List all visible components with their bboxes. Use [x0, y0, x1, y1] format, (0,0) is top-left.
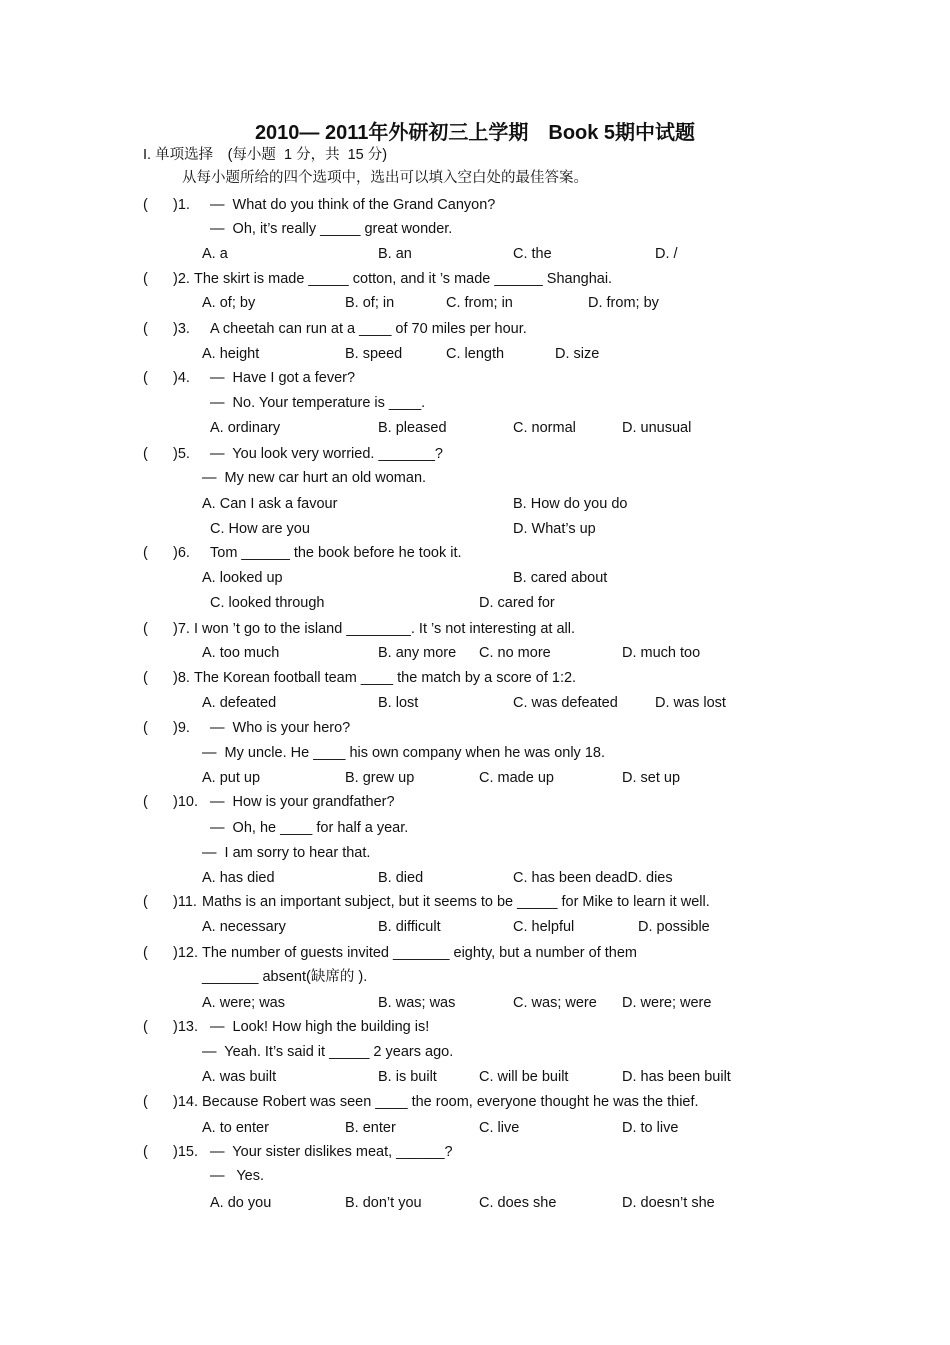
- question-stem: — Oh, he ____ for half a year.: [210, 820, 409, 836]
- option-d: D. to live: [622, 1120, 679, 1136]
- answer-bracket: (: [143, 894, 148, 910]
- option-a: A. were; was: [202, 995, 285, 1011]
- option-c: C. was defeated: [513, 695, 618, 711]
- option-d: D. has been built: [622, 1069, 731, 1085]
- option-d: D. cared for: [479, 595, 555, 611]
- option-d: D. possible: [638, 919, 710, 935]
- option-a: A. Can I ask a favour: [202, 496, 338, 512]
- question-number: )12.: [173, 945, 198, 961]
- option-a: A. defeated: [202, 695, 277, 711]
- option-a: A. put up: [202, 770, 261, 786]
- question-stem: I won ’t go to the island ________. It ’s not interesting at all.: [194, 621, 576, 637]
- option-a: A. to enter: [202, 1120, 269, 1136]
- option-c: C. has been deadD. dies: [513, 870, 673, 886]
- option-a: A. too much: [202, 645, 280, 661]
- answer-bracket: (: [143, 670, 148, 686]
- option-a: A. looked up: [202, 570, 283, 586]
- answer-bracket: (: [143, 321, 148, 337]
- answer-bracket: (: [143, 197, 148, 213]
- option-b: B. How do you do: [513, 496, 628, 512]
- question-stem: A cheetah can run at a ____ of 70 miles per hour.: [210, 321, 527, 337]
- option-b: B. of; in: [345, 295, 395, 311]
- answer-bracket: (: [143, 1094, 148, 1110]
- option-b: B. was; was: [378, 995, 456, 1011]
- question-stem: — Look! How high the building is!: [210, 1019, 430, 1035]
- question-stem: — Yes.: [210, 1168, 265, 1184]
- question-stem: Tom ______ the book before he took it.: [210, 545, 462, 561]
- option-c: C. helpful: [513, 919, 575, 935]
- option-c: C. length: [446, 346, 505, 362]
- option-c: C. made up: [479, 770, 554, 786]
- answer-bracket: (: [143, 945, 148, 961]
- question-number: )3.: [173, 321, 190, 337]
- section-instruction: 从每小题所给的四个选项中，选出可以填入空白处的最佳答案。: [182, 170, 588, 186]
- question-stem: — You look very worried. _______?: [210, 446, 443, 462]
- question-stem: _______ absent(缺席的 ).: [202, 969, 368, 985]
- question-stem: — My uncle. He ____ his own company when he was only 18.: [202, 745, 605, 761]
- option-c: C. was; were: [513, 995, 597, 1011]
- question-stem: — Oh, it’s really _____ great wonder.: [210, 221, 453, 237]
- option-d: D. was lost: [655, 695, 726, 711]
- question-number: )8.: [173, 670, 190, 686]
- question-stem: — No. Your temperature is ____.: [210, 395, 426, 411]
- option-a: A. necessary: [202, 919, 286, 935]
- question-stem: The Korean football team ____ the match by a score of 1:2.: [194, 670, 577, 686]
- option-b: B. cared about: [513, 570, 608, 586]
- question-number: )14.: [173, 1094, 198, 1110]
- question-stem: The skirt is made _____ cotton, and it ’s made ______ Shanghai.: [194, 271, 613, 287]
- question-number: )10.: [173, 794, 198, 810]
- answer-bracket: (: [143, 1144, 148, 1160]
- option-d: D. doesn’t she: [622, 1195, 715, 1211]
- question-stem: — I am sorry to hear that.: [202, 845, 371, 861]
- option-c: C. does she: [479, 1195, 557, 1211]
- option-b: B. an: [378, 246, 412, 262]
- option-d: D. set up: [622, 770, 681, 786]
- option-c: C. the: [513, 246, 552, 262]
- page-title: 2010— 2011年外研初三上学期 Book 5期中试题: [254, 122, 696, 144]
- option-a: A. height: [202, 346, 260, 362]
- option-a: A. was built: [202, 1069, 277, 1085]
- option-a: A. of; by: [202, 295, 256, 311]
- question-stem: — How is your grandfather?: [210, 794, 395, 810]
- option-b: B. enter: [345, 1120, 396, 1136]
- option-d: D. What’s up: [513, 521, 596, 537]
- question-stem: Maths is an important subject, but it seems to be _____ for Mike to learn it well.: [202, 894, 710, 910]
- option-c: C. from; in: [446, 295, 513, 311]
- option-d: D. were; were: [622, 995, 712, 1011]
- option-b: B. is built: [378, 1069, 437, 1085]
- question-stem: The number of guests invited _______ eighty, but a number of them: [202, 945, 637, 961]
- answer-bracket: (: [143, 1019, 148, 1035]
- section-heading: I. 单项选择 (每小题 1 分，共 15 分): [143, 147, 388, 163]
- question-number: )11.: [173, 894, 197, 910]
- answer-bracket: (: [143, 446, 148, 462]
- question-number: )15.: [173, 1144, 198, 1160]
- option-c: C. looked through: [210, 595, 325, 611]
- option-b: B. died: [378, 870, 424, 886]
- question-number: )9.: [173, 720, 190, 736]
- option-d: D. unusual: [622, 420, 692, 436]
- question-stem: — Yeah. It’s said it _____ 2 years ago.: [202, 1044, 454, 1060]
- question-stem: — What do you think of the Grand Canyon?: [210, 197, 496, 213]
- answer-bracket: (: [143, 370, 148, 386]
- answer-bracket: (: [143, 794, 148, 810]
- option-a: A. has died: [202, 870, 275, 886]
- question-stem: — My new car hurt an old woman.: [202, 470, 427, 486]
- answer-bracket: (: [143, 720, 148, 736]
- answer-bracket: (: [143, 545, 148, 561]
- option-a: A. a: [202, 246, 228, 262]
- option-b: B. don’t you: [345, 1195, 422, 1211]
- question-number: )5.: [173, 446, 190, 462]
- question-stem: — Have I got a fever?: [210, 370, 356, 386]
- option-d: D. much too: [622, 645, 701, 661]
- option-c: C. will be built: [479, 1069, 569, 1085]
- option-c: C. live: [479, 1120, 520, 1136]
- option-c: C. normal: [513, 420, 576, 436]
- answer-bracket: (: [143, 621, 148, 637]
- question-number: )1.: [173, 197, 190, 213]
- option-d: D. from; by: [588, 295, 659, 311]
- answer-bracket: (: [143, 271, 148, 287]
- question-number: )2.: [173, 271, 190, 287]
- question-number: )7.: [173, 621, 190, 637]
- option-a: A. do you: [210, 1195, 272, 1211]
- option-c: C. no more: [479, 645, 551, 661]
- option-a: A. ordinary: [210, 420, 281, 436]
- question-number: )6.: [173, 545, 190, 561]
- option-b: B. lost: [378, 695, 419, 711]
- option-c: C. How are you: [210, 521, 310, 537]
- option-d: D. /: [655, 246, 678, 262]
- question-stem: Because Robert was seen ____ the room, everyone thought he was the thief.: [202, 1094, 699, 1110]
- option-b: B. grew up: [345, 770, 415, 786]
- option-d: D. size: [555, 346, 600, 362]
- option-b: B. speed: [345, 346, 403, 362]
- question-stem: — Who is your hero?: [210, 720, 351, 736]
- option-b: B. pleased: [378, 420, 447, 436]
- question-number: )13.: [173, 1019, 198, 1035]
- option-b: B. difficult: [378, 919, 441, 935]
- option-b: B. any more: [378, 645, 457, 661]
- question-stem: — Your sister dislikes meat, ______?: [210, 1144, 453, 1160]
- question-number: )4.: [173, 370, 190, 386]
